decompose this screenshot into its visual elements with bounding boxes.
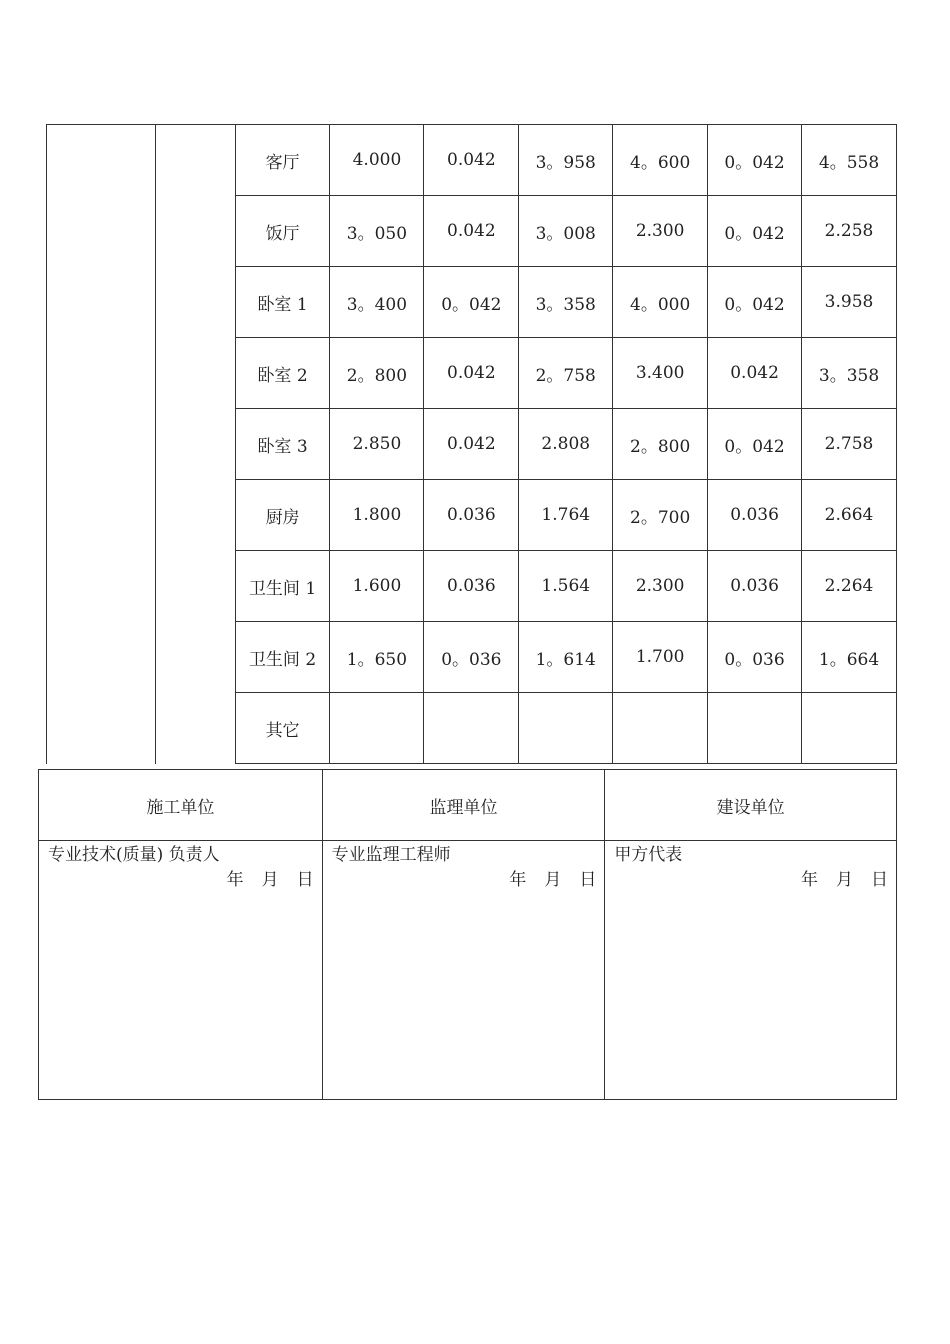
signoff-table	[38, 769, 897, 1100]
value-cell: 2.850	[330, 409, 424, 480]
value-cell: 2.300	[613, 196, 708, 267]
date-day: 日	[296, 870, 314, 890]
supervision-signature-cell[interactable]	[322, 841, 605, 1100]
merged-category-cell	[47, 125, 156, 764]
value-cell: 1.700	[613, 622, 708, 693]
date-month: 月	[261, 870, 279, 890]
value-cell	[613, 693, 708, 764]
value-cell: 2.264	[802, 551, 897, 622]
room-name-cell: 卧室 2	[235, 338, 330, 409]
value-cell: 0.042	[424, 409, 519, 480]
room-name-cell: 厨房	[235, 480, 330, 551]
room-name-cell: 客厅	[235, 125, 330, 196]
room-name-cell: 卫生间 1	[235, 551, 330, 622]
signoff-header-row	[39, 770, 897, 841]
value-cell: 3。958	[519, 125, 613, 196]
value-cell	[330, 693, 424, 764]
value-cell: 3.400	[613, 338, 708, 409]
value-cell: 3。358	[802, 338, 897, 409]
owner-unit-header: 建设单位	[605, 770, 897, 841]
value-cell: 0。036	[708, 622, 802, 693]
value-cell: 4。558	[802, 125, 897, 196]
value-cell: 1。614	[519, 622, 613, 693]
measurement-table-body	[47, 125, 897, 764]
supervision-role-label: 专业监理工程师	[331, 845, 451, 865]
date-year: 年	[226, 870, 244, 890]
value-cell: 0。042	[708, 267, 802, 338]
room-name-cell: 其它	[235, 693, 330, 764]
value-cell: 1.600	[330, 551, 424, 622]
date-day: 日	[871, 870, 888, 890]
value-cell: 0.042	[424, 196, 519, 267]
value-cell: 0。042	[708, 409, 802, 480]
value-cell: 0.042	[708, 338, 802, 409]
value-cell: 0.036	[424, 480, 519, 551]
value-cell: 2.808	[519, 409, 613, 480]
value-cell: 2。700	[613, 480, 708, 551]
value-cell: 0.042	[424, 125, 519, 196]
value-cell	[519, 693, 613, 764]
value-cell: 1。664	[802, 622, 897, 693]
value-cell: 2.300	[613, 551, 708, 622]
value-cell: 4。600	[613, 125, 708, 196]
merged-item-cell	[155, 125, 235, 764]
date-day: 日	[579, 870, 597, 890]
room-name-cell: 卫生间 2	[235, 622, 330, 693]
value-cell: 2.758	[802, 409, 897, 480]
supervision-unit-header: 监理单位	[322, 770, 605, 841]
value-cell: 1.564	[519, 551, 613, 622]
measurement-table	[46, 124, 897, 764]
signoff-row	[39, 841, 897, 1100]
value-cell: 0.036	[424, 551, 519, 622]
date-year: 年	[801, 870, 818, 890]
owner-role-label: 甲方代表	[614, 845, 683, 865]
value-cell: 2。758	[519, 338, 613, 409]
owner-date-line	[614, 868, 888, 893]
value-cell	[424, 693, 519, 764]
supervision-date-line	[332, 868, 597, 893]
owner-signature-cell[interactable]	[605, 841, 897, 1100]
value-cell: 0.036	[708, 551, 802, 622]
value-cell: 2。800	[330, 338, 424, 409]
room-name-cell: 卧室 3	[235, 409, 330, 480]
value-cell: 3。358	[519, 267, 613, 338]
value-cell: 0。042	[708, 196, 802, 267]
construction-date-line	[48, 868, 314, 893]
value-cell: 0。042	[424, 267, 519, 338]
date-month: 月	[544, 870, 562, 890]
value-cell: 0。036	[424, 622, 519, 693]
construction-role-label: 专业技术(质量) 负责人	[48, 845, 220, 865]
date-year: 年	[509, 870, 527, 890]
room-name-cell: 卧室 1	[235, 267, 330, 338]
date-month: 月	[836, 870, 853, 890]
value-cell: 4。000	[613, 267, 708, 338]
value-cell: 0.036	[708, 480, 802, 551]
value-cell: 3。008	[519, 196, 613, 267]
value-cell: 2.664	[802, 480, 897, 551]
value-cell: 0。042	[708, 125, 802, 196]
value-cell: 2。800	[613, 409, 708, 480]
value-cell: 1.764	[519, 480, 613, 551]
table-row	[47, 125, 897, 196]
value-cell: 3。050	[330, 196, 424, 267]
room-name-cell: 饭厅	[235, 196, 330, 267]
value-cell: 0.042	[424, 338, 519, 409]
value-cell	[802, 693, 897, 764]
value-cell: 1。650	[330, 622, 424, 693]
value-cell: 1.800	[330, 480, 424, 551]
value-cell	[708, 693, 802, 764]
value-cell: 2.258	[802, 196, 897, 267]
value-cell: 3.958	[802, 267, 897, 338]
value-cell: 3。400	[330, 267, 424, 338]
construction-signature-cell[interactable]	[39, 841, 323, 1100]
value-cell: 4.000	[330, 125, 424, 196]
construction-unit-header: 施工单位	[39, 770, 323, 841]
